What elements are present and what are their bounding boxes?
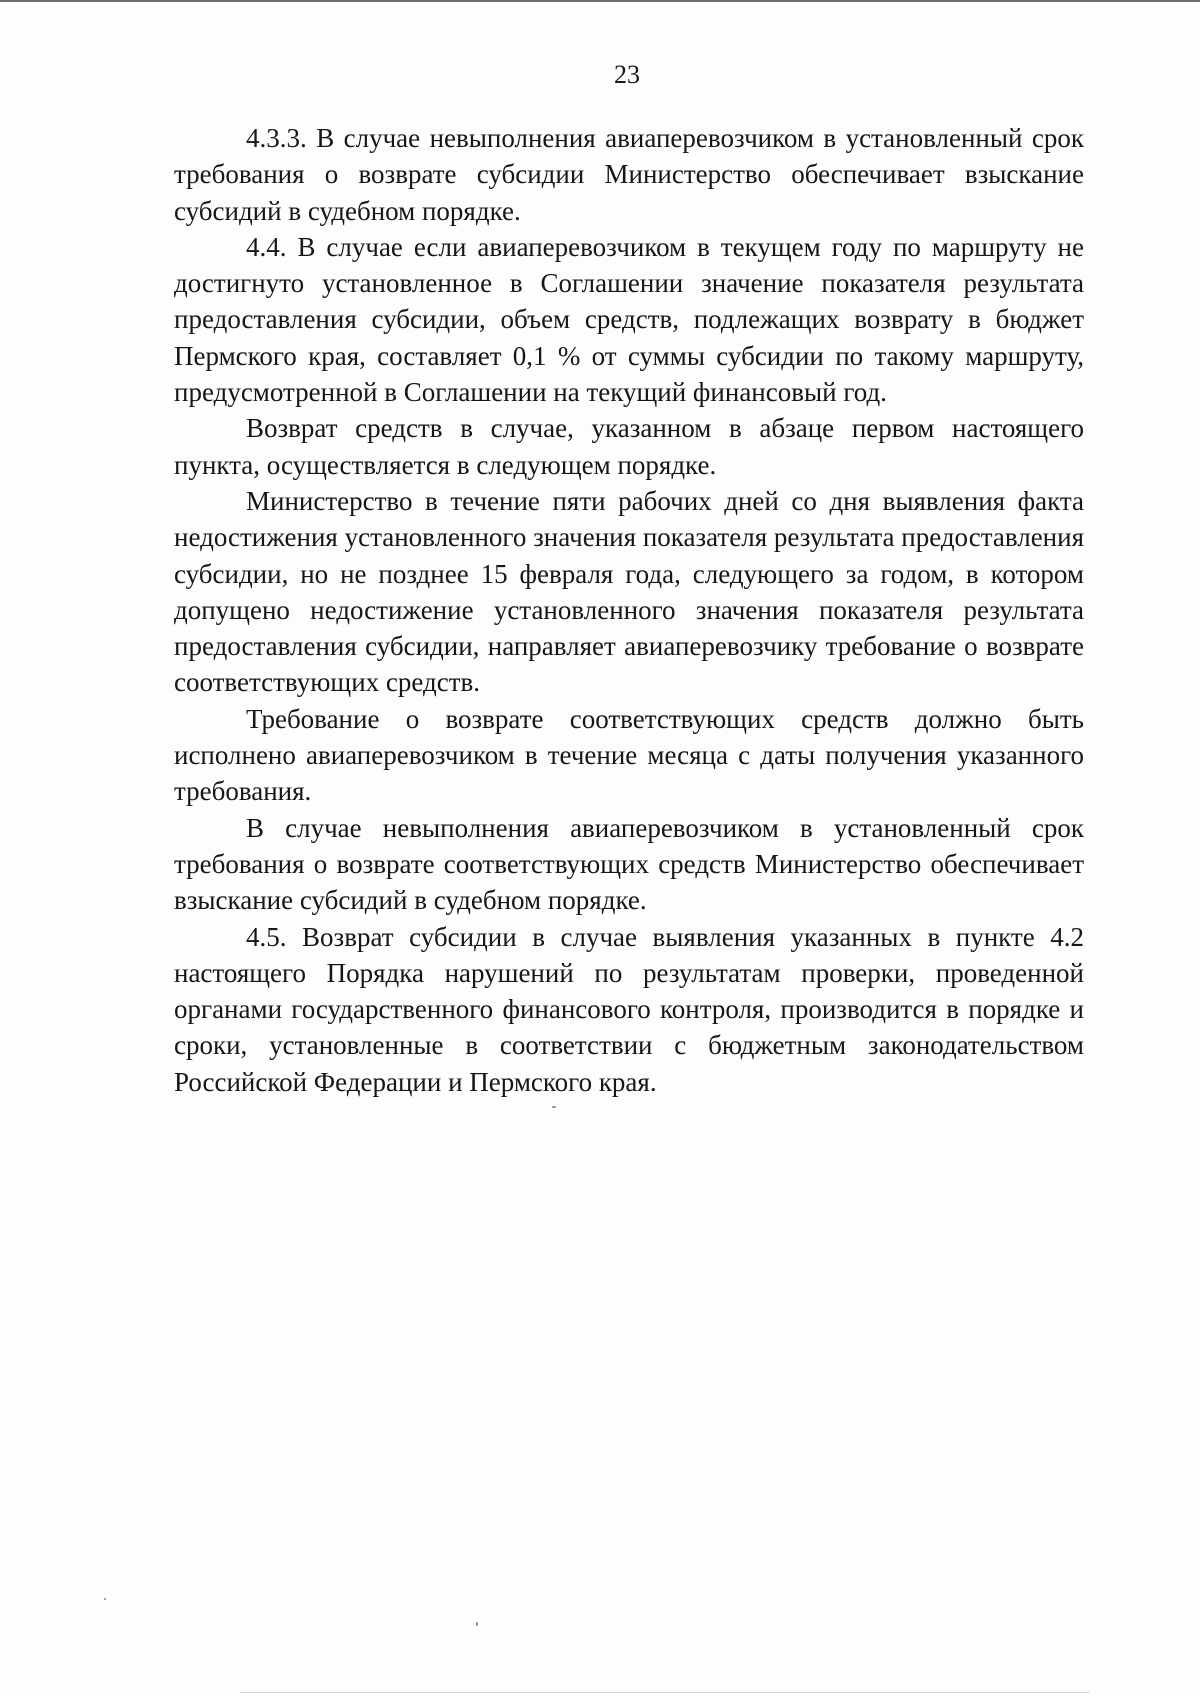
paragraph-4-4: 4.4. В случае если авиаперевозчиком в текущем году по маршруту не достигнуто установленное в Соглашении значение показателя результата предоставления субсидии, объем средств, подлежащих возврату в бюджет Пермского края, составляет 0,1 % от суммы субсидии по такому маршруту, предусмотренной в Соглашении на текущий финансовый год. [174,231,1084,408]
paragraph-4-5: 4.5. Возврат субсидии в случае выявления указанных в пункте 4.2 настоящего Порядка нарушений по результатам проверки, проведенной органами государственного финансового контроля, производится в порядке и сроки, установленные в соответствии с бюджетным законодательством Российской Федерации и Пермского края. [174,921,1084,1097]
scan-bottom-edge [240,1692,1090,1693]
scan-speck [552,1106,556,1108]
page-top-edge [0,0,1200,2]
document-body [174,120,1084,1100]
paragraph-4-3-3: 4.3.3. В случае невыполнения авиаперевозчиком в установленный срок требования о возврате субсидии Министерство обеспечивает взыскание субсидий в судебном порядке. [174,123,1084,226]
paragraph-return-procedure: Возврат средств в случае, указанном в абзаце первом настоящего пункта, осуществляется в следующем порядке. [174,413,1084,480]
paragraph-ministry-requirement: Министерство в течение пяти рабочих дней со дня выявления факта недостижения установленного значения показателя результата предоставления субсидии, но не позднее 15 февраля года, следующего за годом, в котором допущено недостижение установленного значения показателя результата предоставления субсидии, направляет авиаперевозчику требование о возврате соответствующих средств. [174,485,1084,698]
page-number: 23 [614,60,640,89]
paragraph-requirement-deadline: Требование о возврате соответствующих средств должно быть исполнено авиаперевозчиком в течение месяца с даты получения указанного требования. [174,703,1084,807]
scan-speck [104,1598,106,1600]
scan-speck [476,1622,478,1626]
paragraph-court-recovery: В случае невыполнения авиаперевозчиком в установленный срок требования о возврате соответствующих средств Министерство обеспечивает взыскание субсидий в судебном порядке. [174,812,1084,916]
